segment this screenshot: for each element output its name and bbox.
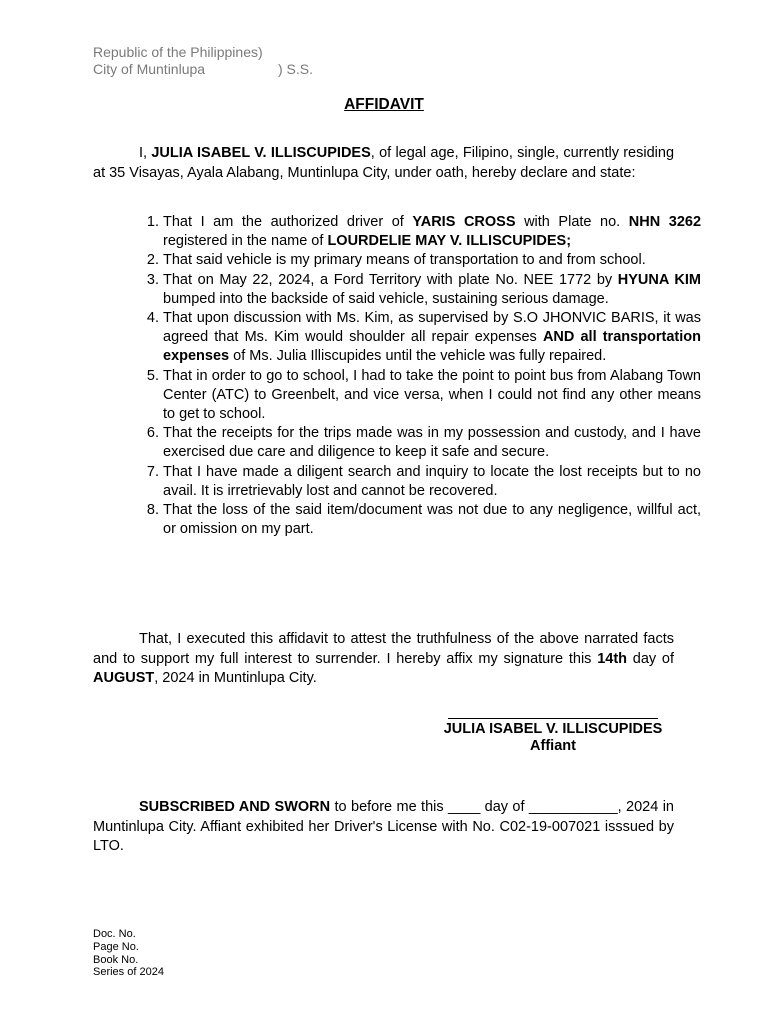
item1-vehicle: YARIS CROSS <box>412 214 516 230</box>
list-item <box>163 309 701 367</box>
signature-name: JULIA ISABEL V. ILLISCUPIDES <box>443 721 663 737</box>
list-item <box>163 251 701 270</box>
jurat-paragraph <box>93 798 674 857</box>
closing-day: 14th <box>597 650 628 667</box>
item1-text-d: registered in the name of <box>163 233 328 250</box>
intro-rest: , of legal age, Filipino, single, currently residing at 35 Visayas, Ayala Alabang, Muntinlupa City, under oath, hereby declare and state: <box>93 145 675 181</box>
page-no: Page No. <box>93 940 139 953</box>
item3-text-c: bumped into the backside of said vehicle, sustaining serious damage. <box>163 290 609 307</box>
closing-text-b: day of <box>627 650 674 667</box>
jurat-text: to before me this ____ day of ___________, 2024 in Muntinlupa City. Affiant exhibited her Driver's License with No. C02-19-007021 isssued by LTO. <box>93 799 674 854</box>
item4-text-c: of Ms. Julia Illiscupides until the vehicle was fully repaired. <box>229 348 607 365</box>
closing-month: AUGUST <box>93 670 155 686</box>
closing-text-a: That, I executed this affidavit to attest the truthfulness of the above narrated facts and to support my full interest to surrender. I hereby affix my signature this <box>93 631 674 667</box>
venue-city: City of Muntinlupa <box>93 61 206 77</box>
item1-owner: LOURDELIE MAY V. ILLISCUPIDES; <box>327 233 572 250</box>
item8-text: That the loss of the said item/document was not due to any negligence, willful act, or omission on my part. <box>163 502 701 538</box>
closing-paragraph <box>93 630 674 689</box>
notarial-register <box>93 928 164 979</box>
item6-text: That the receipts for the trips made was in my possession and custody, and I have exercised due care and diligence to keep it safe and secure. <box>163 425 701 461</box>
list-item <box>163 271 701 309</box>
document-title: AFFIDAVIT <box>344 96 424 113</box>
signature-block <box>430 718 676 755</box>
list-item <box>163 501 701 539</box>
item1-text-c: with Plate no. <box>515 214 629 230</box>
venue-ss: ) S.S. <box>278 61 314 77</box>
closing-text-c: , 2024 in Muntinlupa City. <box>154 670 317 686</box>
list-item <box>163 367 701 425</box>
signature-line <box>448 718 658 719</box>
doc-no: Doc. No. <box>93 928 136 940</box>
list-item <box>163 463 701 501</box>
list-item <box>163 213 701 251</box>
item2-text: That said vehicle is my primary means of transportation to and from school. <box>163 252 646 269</box>
item4-text-a: That upon discussion with Ms. Kim, as supervised by S.O JHONVIC BARIS, it was agreed that Ms. Kim would shoulder all repair expenses <box>163 310 701 346</box>
signature-role: Affiant <box>530 738 576 754</box>
item7-text: That I have made a diligent search and inquiry to locate the lost receipts but to no avail. It is irretrievably lost and cannot be recovered. <box>163 463 701 499</box>
venue-republic: Republic of the Philippines) <box>93 44 263 60</box>
item4-bold: AND all transportation expenses <box>163 329 701 365</box>
venue-block <box>93 44 314 78</box>
item3-name: HYUNA KIM <box>617 271 701 288</box>
statement-list <box>136 213 701 539</box>
book-no: Book No. <box>93 953 139 966</box>
item5-text: That in order to go to school, I had to take the point to point bus from Alabang Town Center (ATC) to Greenbelt, and vice versa, when I could not find any other means to get to school. <box>163 367 701 423</box>
intro-paragraph <box>93 144 674 183</box>
item1-text-a: That I am the authorized driver of <box>163 214 413 230</box>
item1-plate: NHN 3262 <box>628 214 702 230</box>
jurat-bold: SUBSCRIBED AND SWORN <box>139 799 331 815</box>
series: Series of 2024 <box>93 966 164 979</box>
item3-text-a: That on May 22, 2024, a Ford Territory with plate No. NEE 1772 by <box>163 271 618 288</box>
intro-prefix: I, <box>139 145 152 161</box>
list-item <box>163 424 701 462</box>
affiant-name-intro: JULIA ISABEL V. ILLISCUPIDES <box>151 145 371 161</box>
